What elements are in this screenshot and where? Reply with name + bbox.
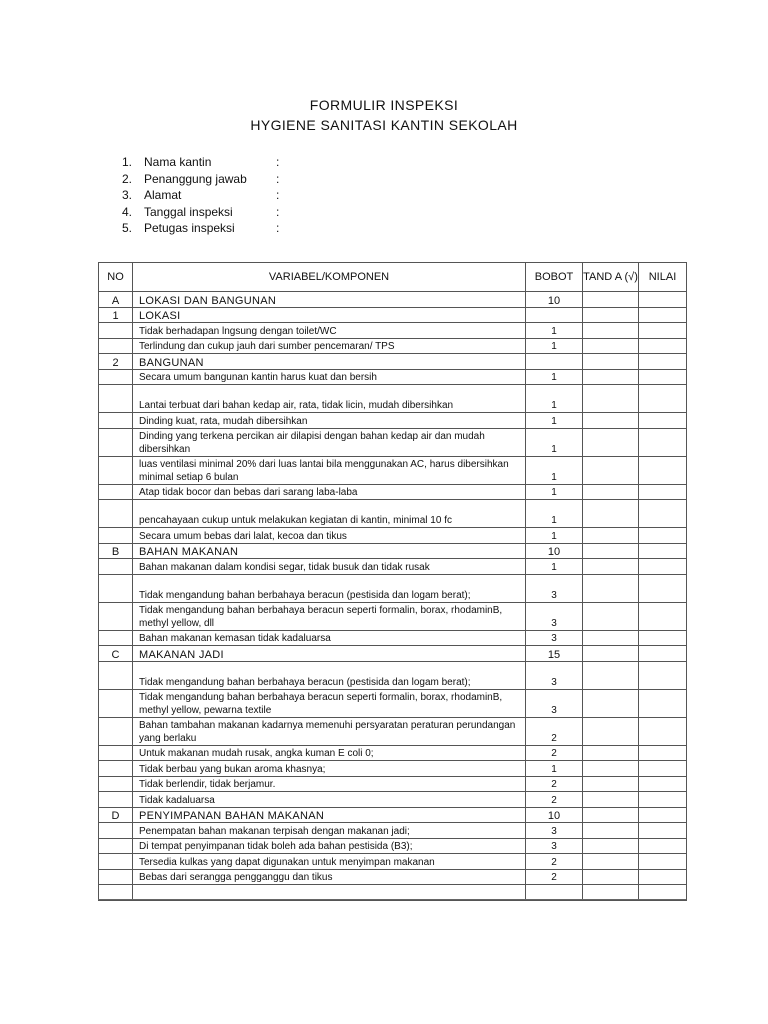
section-label: PENYIMPANAN BAHAN MAKANAN (133, 807, 526, 823)
row-component: Dinding yang terkena percikan air dilapisi dengan bahan kedap air dan mudah dibersihkan (133, 428, 526, 456)
nilai-cell[interactable] (639, 369, 687, 385)
row-component: Tersedia kulkas yang dapat digunakan untuk menyimpan makanan (133, 854, 526, 870)
table-row (99, 559, 687, 575)
table-row (99, 823, 687, 839)
tanda-cell[interactable] (583, 661, 639, 689)
row-component: Tidak berbau yang bukan aroma khasnya; (133, 761, 526, 777)
section-row (99, 646, 687, 662)
table-row (99, 661, 687, 689)
tanda-cell[interactable] (583, 823, 639, 839)
nilai-cell[interactable] (639, 630, 687, 646)
row-weight: 1 (526, 559, 583, 575)
row-weight: 1 (526, 369, 583, 385)
empty-cell (133, 885, 526, 901)
nilai-cell[interactable] (639, 456, 687, 484)
row-weight: 3 (526, 689, 583, 717)
tanda-cell[interactable] (583, 500, 639, 528)
row-weight: 2 (526, 717, 583, 745)
tanda-cell[interactable] (583, 338, 639, 354)
table-row (99, 338, 687, 354)
row-no (99, 413, 133, 429)
row-weight: 3 (526, 661, 583, 689)
row-weight: 2 (526, 776, 583, 792)
tanda-cell[interactable] (583, 369, 639, 385)
tanda-cell[interactable] (583, 630, 639, 646)
tanda-cell[interactable] (583, 385, 639, 413)
tanda-cell[interactable] (583, 559, 639, 575)
info-num: 5. (122, 221, 133, 235)
row-no: C (99, 646, 133, 662)
row-no (99, 854, 133, 870)
header-weight: BOBOT (526, 263, 583, 292)
row-component: Tidak mengandung bahan berbahaya beracun seperti formalin, borax, rhodaminB, methyl yellow, pewarna textile (133, 689, 526, 717)
tanda-cell[interactable] (583, 354, 639, 370)
nilai-cell[interactable] (639, 602, 687, 630)
row-component: Di tempat penyimpanan tidak boleh ada bahan pestisida (B3); (133, 838, 526, 854)
row-no (99, 456, 133, 484)
tanda-cell[interactable] (583, 792, 639, 808)
row-no (99, 761, 133, 777)
section-label: BAHAN MAKANAN (133, 543, 526, 559)
nilai-cell[interactable] (639, 574, 687, 602)
row-no (99, 630, 133, 646)
row-weight: 1 (526, 385, 583, 413)
info-row (122, 187, 279, 204)
section-row (99, 307, 687, 323)
row-component: Bahan makanan dalam kondisi segar, tidak busuk dan tidak rusak (133, 559, 526, 575)
row-weight: 1 (526, 456, 583, 484)
table-row (99, 484, 687, 500)
table-row (99, 854, 687, 870)
table-row (99, 761, 687, 777)
row-component: Bebas dari serangga pengganggu dan tikus (133, 869, 526, 885)
row-component: Tidak mengandung bahan berbahaya beracun (pestisida dan logam berat); (133, 661, 526, 689)
row-weight (526, 307, 583, 323)
nilai-cell[interactable] (639, 646, 687, 662)
nilai-cell[interactable] (639, 385, 687, 413)
row-weight: 2 (526, 745, 583, 761)
nilai-cell[interactable] (639, 323, 687, 339)
nilai-cell[interactable] (639, 854, 687, 870)
info-num: 3. (122, 188, 133, 202)
table-row (99, 745, 687, 761)
info-num: 1. (122, 155, 133, 169)
section-label: BANGUNAN (133, 354, 526, 370)
nilai-cell[interactable] (639, 413, 687, 429)
row-no (99, 484, 133, 500)
info-colon[interactable]: : (276, 188, 280, 202)
table-header-row (99, 263, 687, 292)
row-no (99, 385, 133, 413)
tanda-cell[interactable] (583, 428, 639, 456)
table-row (99, 456, 687, 484)
row-no: 1 (99, 307, 133, 323)
info-colon[interactable]: : (276, 171, 280, 186)
section-label: MAKANAN JADI (133, 646, 526, 662)
row-no (99, 559, 133, 575)
nilai-cell[interactable] (639, 484, 687, 500)
tanda-cell[interactable] (583, 776, 639, 792)
row-weight: 1 (526, 338, 583, 354)
nilai-cell[interactable] (639, 661, 687, 689)
header-tanda: TAND A (√) (583, 263, 639, 292)
info-label: Tanggal inspeksi (144, 204, 233, 219)
tanda-cell[interactable] (583, 854, 639, 870)
identity-list (122, 154, 279, 237)
table-row (99, 413, 687, 429)
info-colon[interactable]: : (276, 221, 280, 235)
row-weight (526, 354, 583, 370)
nilai-cell[interactable] (639, 543, 687, 559)
row-component: Secara umum bangunan kantin harus kuat dan bersih (133, 369, 526, 385)
row-no (99, 338, 133, 354)
row-weight: 1 (526, 323, 583, 339)
tanda-cell[interactable] (583, 838, 639, 854)
tanda-cell[interactable] (583, 761, 639, 777)
row-weight: 3 (526, 630, 583, 646)
row-no (99, 792, 133, 808)
tanda-cell[interactable] (583, 528, 639, 544)
tanda-cell[interactable] (583, 646, 639, 662)
section-row (99, 354, 687, 370)
nilai-cell[interactable] (639, 307, 687, 323)
nilai-cell[interactable] (639, 500, 687, 528)
row-no (99, 369, 133, 385)
nilai-cell[interactable] (639, 823, 687, 839)
page-bottom-rule (98, 899, 686, 900)
table-row (99, 323, 687, 339)
row-no: 2 (99, 354, 133, 370)
row-component: Dinding kuat, rata, mudah dibersihkan (133, 413, 526, 429)
empty-cell (639, 885, 687, 901)
info-row (122, 204, 279, 221)
row-weight: 3 (526, 574, 583, 602)
tanda-cell[interactable] (583, 689, 639, 717)
table-row (99, 776, 687, 792)
info-num: 2. (122, 171, 133, 186)
table-row (99, 574, 687, 602)
nilai-cell[interactable] (639, 689, 687, 717)
row-component: Secara umum bebas dari lalat, kecoa dan tikus (133, 528, 526, 544)
row-no (99, 602, 133, 630)
header-no: NO (99, 263, 133, 292)
row-component: Tidak mengandung bahan berbahaya beracun seperti formalin, borax, rhodaminB, methyl yellow, dll (133, 602, 526, 630)
tanda-cell[interactable] (583, 574, 639, 602)
tanda-cell[interactable] (583, 456, 639, 484)
nilai-cell[interactable] (639, 761, 687, 777)
row-no (99, 745, 133, 761)
table-row (99, 838, 687, 854)
table-row (99, 717, 687, 745)
nilai-cell[interactable] (639, 354, 687, 370)
row-no (99, 776, 133, 792)
row-component: pencahayaan cukup untuk melakukan kegiatan di kantin, minimal 10 fc (133, 500, 526, 528)
info-row (122, 154, 279, 171)
info-label: Petugas inspeksi (144, 221, 235, 235)
row-component: Tidak mengandung bahan berbahaya beracun (pestisida dan logam berat); (133, 574, 526, 602)
row-no (99, 823, 133, 839)
section-label: LOKASI DAN BANGUNAN (133, 292, 526, 308)
row-component: Atap tidak bocor dan bebas dari sarang laba-laba (133, 484, 526, 500)
row-no (99, 689, 133, 717)
row-weight: 1 (526, 428, 583, 456)
row-no: A (99, 292, 133, 308)
table-row (99, 869, 687, 885)
tanda-cell[interactable] (583, 717, 639, 745)
header-nilai: NILAI (639, 263, 687, 292)
info-num: 4. (122, 204, 133, 219)
table-row (99, 385, 687, 413)
nilai-cell[interactable] (639, 838, 687, 854)
table-row (99, 369, 687, 385)
row-component: Bahan tambahan makanan kadarnya memenuhi persyaratan peraturan perundangan yang berlaku (133, 717, 526, 745)
nilai-cell[interactable] (639, 528, 687, 544)
row-no (99, 574, 133, 602)
nilai-cell[interactable] (639, 717, 687, 745)
row-weight: 1 (526, 761, 583, 777)
row-component: Lantai terbuat dari bahan kedap air, rata, tidak licin, mudah dibersihkan (133, 385, 526, 413)
row-weight: 10 (526, 543, 583, 559)
tanda-cell[interactable] (583, 543, 639, 559)
nilai-cell[interactable] (639, 559, 687, 575)
row-weight: 2 (526, 854, 583, 870)
table-row (99, 689, 687, 717)
tanda-cell[interactable] (583, 307, 639, 323)
empty-cell (99, 885, 133, 901)
row-no: B (99, 543, 133, 559)
tanda-cell[interactable] (583, 745, 639, 761)
nilai-cell[interactable] (639, 792, 687, 808)
row-no (99, 838, 133, 854)
row-weight: 1 (526, 484, 583, 500)
section-row (99, 543, 687, 559)
info-label: Nama kantin (144, 155, 212, 169)
row-component: Untuk makanan mudah rusak, angka kuman E coli 0; (133, 745, 526, 761)
row-component: Tidak kadaluarsa (133, 792, 526, 808)
row-component: Bahan makanan kemasan tidak kadaluarsa (133, 630, 526, 646)
empty-row (99, 885, 687, 901)
row-component: Terlindung dan cukup jauh dari sumber pencemaran/ TPS (133, 338, 526, 354)
table-row (99, 428, 687, 456)
info-label: Alamat (144, 188, 182, 202)
section-label: LOKASI (133, 307, 526, 323)
row-weight: 1 (526, 528, 583, 544)
row-component: Penempatan bahan makanan terpisah dengan makanan jadi; (133, 823, 526, 839)
row-weight: 10 (526, 292, 583, 308)
section-row (99, 292, 687, 308)
row-weight: 15 (526, 646, 583, 662)
row-weight: 2 (526, 869, 583, 885)
nilai-cell[interactable] (639, 338, 687, 354)
tanda-cell[interactable] (583, 869, 639, 885)
row-weight: 2 (526, 792, 583, 808)
empty-cell (526, 885, 583, 901)
row-no (99, 528, 133, 544)
tanda-cell[interactable] (583, 484, 639, 500)
row-no (99, 869, 133, 885)
table-row (99, 528, 687, 544)
nilai-cell[interactable] (639, 776, 687, 792)
table-row (99, 602, 687, 630)
row-no (99, 500, 133, 528)
row-component: Tidak berlendir, tidak berjamur. (133, 776, 526, 792)
header-component: VARIABEL/KOMPONEN (133, 263, 526, 292)
row-weight: 10 (526, 807, 583, 823)
table-row (99, 500, 687, 528)
row-weight: 3 (526, 823, 583, 839)
row-no (99, 661, 133, 689)
tanda-cell[interactable] (583, 323, 639, 339)
row-no (99, 717, 133, 745)
nilai-cell[interactable] (639, 292, 687, 308)
table-row (99, 792, 687, 808)
nilai-cell[interactable] (639, 428, 687, 456)
row-weight: 1 (526, 413, 583, 429)
row-weight: 1 (526, 500, 583, 528)
tanda-cell[interactable] (583, 413, 639, 429)
info-colon[interactable]: : (276, 155, 280, 169)
nilai-cell[interactable] (639, 745, 687, 761)
row-component: luas ventilasi minimal 20% dari luas lantai bila menggunakan AC, harus dibersihkan minimal setiap 6 bulan (133, 456, 526, 484)
empty-cell (583, 885, 639, 901)
nilai-cell[interactable] (639, 869, 687, 885)
tanda-cell[interactable] (583, 602, 639, 630)
row-no: D (99, 807, 133, 823)
form-subtitle: HYGIENE SANITASI KANTIN SEKOLAH (250, 117, 518, 133)
info-colon[interactable]: : (276, 204, 280, 219)
info-row (122, 171, 279, 188)
info-label: Penanggung jawab (144, 171, 247, 186)
form-title: FORMULIR INSPEKSI (309, 97, 459, 113)
nilai-cell[interactable] (639, 807, 687, 823)
inspection-table (98, 262, 687, 901)
tanda-cell[interactable] (583, 807, 639, 823)
row-no (99, 323, 133, 339)
row-component: Tidak berhadapan lngsung dengan toilet/WC (133, 323, 526, 339)
section-row (99, 807, 687, 823)
row-weight: 3 (526, 602, 583, 630)
row-weight: 3 (526, 838, 583, 854)
table-row (99, 630, 687, 646)
info-row (122, 220, 279, 237)
row-no (99, 428, 133, 456)
tanda-cell[interactable] (583, 292, 639, 308)
